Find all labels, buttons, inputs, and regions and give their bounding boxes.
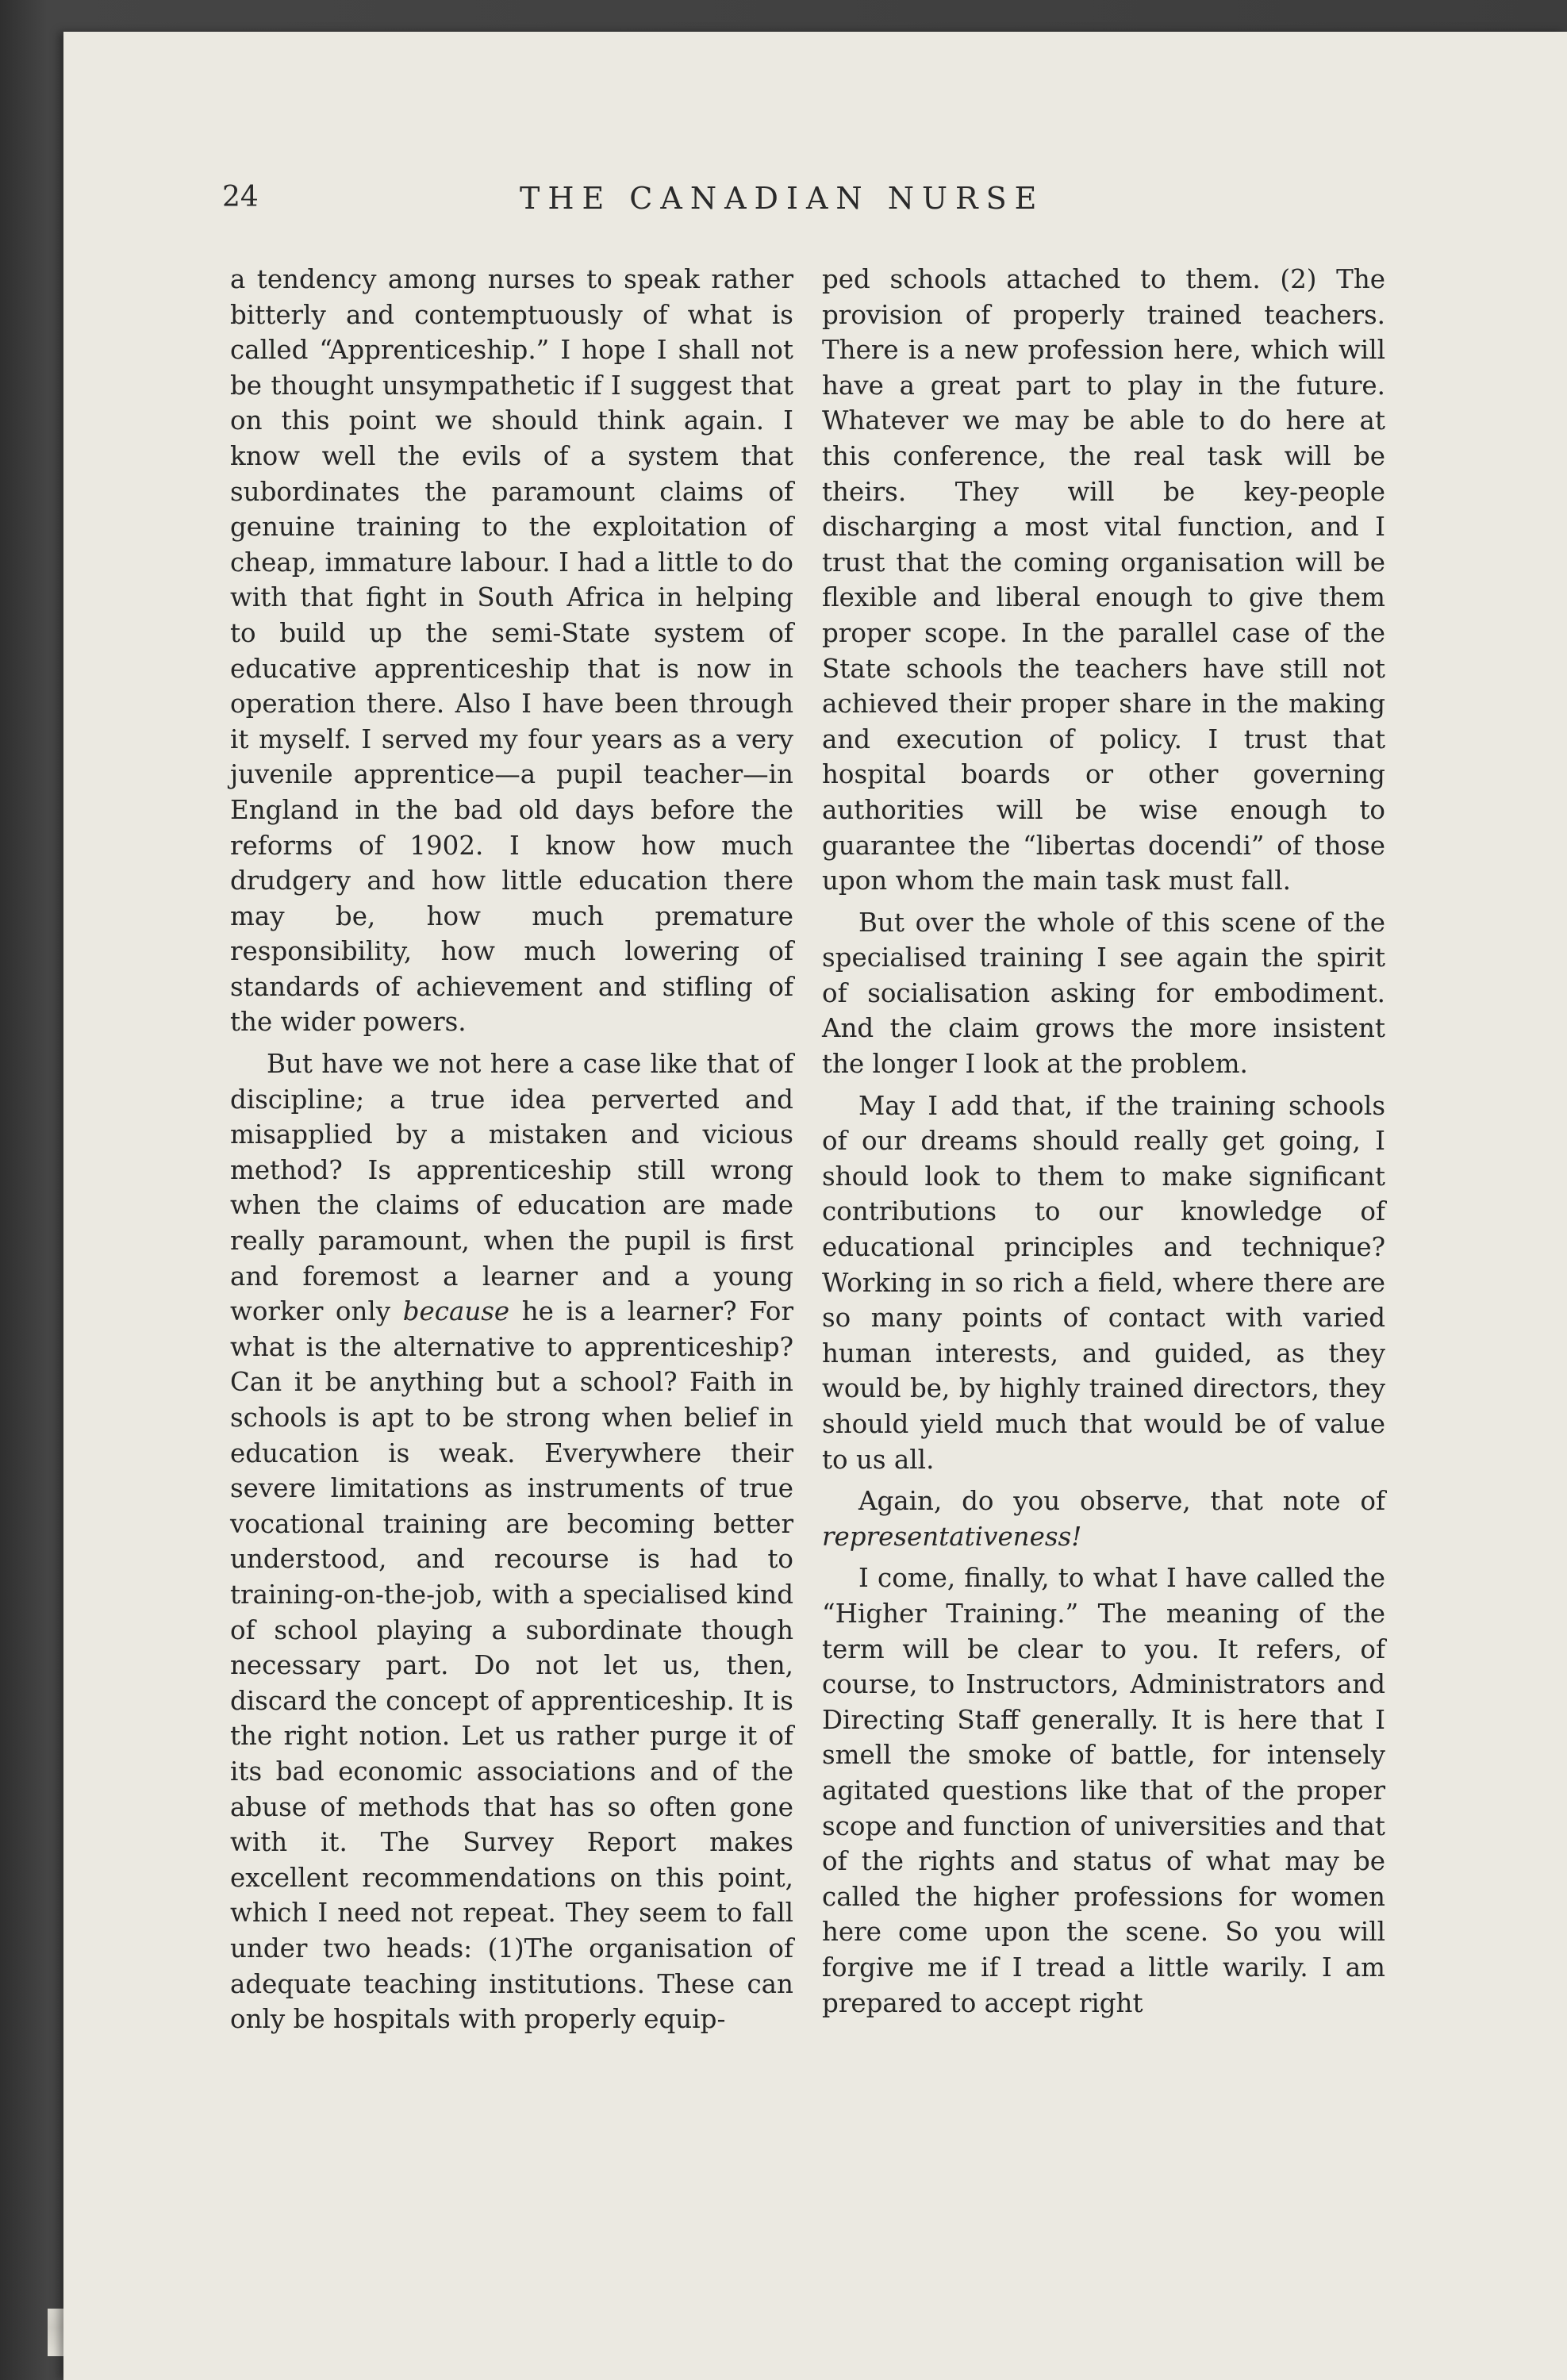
paragraph <box>230 1046 793 2037</box>
paragraph: May I add that, if the training schools of our dreams should really get going, I should look to them to make significant contributions to our knowledge of educational principles and technique? Working in so rich a field, where there are so many points of contact with varied human interests, and guided, as they would be, by highly trained directors, they should yield much that would be of value to us all. <box>822 1090 1385 1475</box>
paragraph: ped schools attached to them. (2) The provision of properly trained teachers. There is a new profession here, which will have a great part to play in the future. Whatever we may be able to do here at this conference, the real task will be theirs. They will be key-people discharging a most vital function, and I trust that the coming organisation will be flexible and liberal enough to give them proper scope. In the parallel case of the State schools the teachers have still not achieved their proper share in the making and execution of policy. I trust that hospital boards or other governing authorities will be wise enough to guarantee the “libertas docendi” of those upon whom the main task must fall. <box>822 264 1385 896</box>
running-head <box>222 181 1095 221</box>
paragraph: a tendency among nurses to speak rather bitterly and contemptuously of what is called “Apprenticeship.” I hope I shall not be thought unsympathetic if I suggest that on this point we should think again. I know well the evils of a system that subordinates the paramount claims of genuine training to the exploitation of cheap, immature labour. I had a little to do with that fight in South Africa in helping to build up the semi-State system of educative apprenticeship that is now in operation there. Also I have been through it myself. I served my four years as a very juvenile apprentice—a pupil teacher—in England in the bad old days before the reforms of 1902. I know how much drudgery and how little education there may be, how much premature responsibility, how much lowering of standards of achievement and stifling of the wider powers. <box>230 264 793 1038</box>
paragraph <box>822 1484 1385 1554</box>
paragraph: But over the whole of this scene of the specialised training I see again the spirit of socialisation asking for embodiment. And the claim grows the more insistent the longer I look at the problem. <box>822 907 1385 1080</box>
journal-title: THE CANADIAN NURSE <box>520 181 1045 216</box>
emphasis-text: representativeness! <box>822 1521 1082 1552</box>
left-column <box>230 262 793 2037</box>
page-number: 24 <box>222 181 259 213</box>
paragraph-text: Again, do you observe, that note of <box>858 1486 1385 1517</box>
paragraph: I come, finally, to what I have called the “Higher Training.” The meaning of the term will be clear to you. It refers, of course, to Instructors, Administrators and Directing Staff generally. It is here that I smell the smoke of battle, for intensely agitated questions like that of the proper scope and function of universities and that of the rights and status of what may be called the higher professions for women here come upon the scene. So you will forgive me if I tread a little warily. I am prepared to accept right <box>822 1563 1385 2018</box>
paragraph-text: But have we not here a case like that of discipline; a true idea perverted and misapplied by a mistaken and vicious method? Is apprenticeship still wrong when the claims of education are made really paramount, when the pupil is first and foremost a learner and a young worker only <box>230 1049 793 1327</box>
paragraph-text: he is a learner? For what is the alternative to apprenticeship? Can it be anything but a school? Faith in schools is apt to be strong when belief in education is weak. Everywhere their severe limitations as instruments of true vocational training are becoming better understood, and recourse is had to training-on-the-job, with a specialised kind of school playing a subordinate though necessary part. Do not let us, then, discard the concept of apprenticeship. It is the right notion. Let us rather purge it of its bad economic associations and of the abuse of methods that has so often gone with it. The Survey Report makes excellent recommendations on this point, which I need not repeat. They seem to fall under two heads: (1)The organisation of adequate teaching institutions. These can only be hospitals with properly equip- <box>230 1296 793 2035</box>
emphasis-text: because <box>402 1296 510 1327</box>
right-column <box>822 262 1385 2021</box>
